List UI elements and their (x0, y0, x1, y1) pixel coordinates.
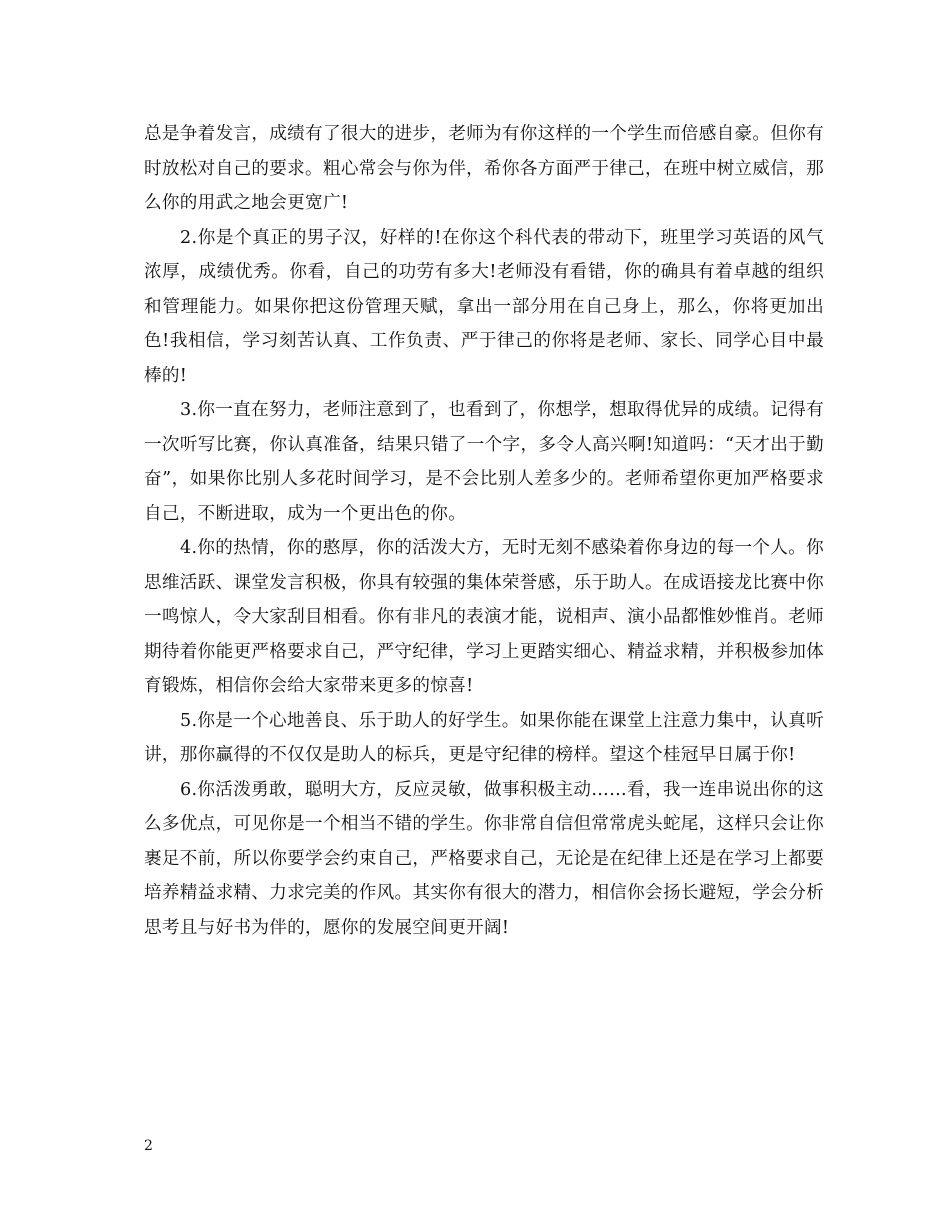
paragraph-item-2: 2.你是个真正的男子汉，好样的!在你这个科代表的带动下，班里学习英语的风气浓厚，成绩优秀。你看，自己的功劳有多大!老师没有看错，你的确具有着卓越的组织和管理能力。如果你把这份管理天赋，拿出一部分用在自己身上，那么，你将更加出色!我相信，学习刻苦认真、工作负责、严于律己的你将是老师、家长、同学心目中最棒的! (144, 227, 824, 386)
paragraph-item-3: 3.你一直在努力，老师注意到了，也看到了，你想学，想取得优异的成绩。记得有一次听写比赛，你认真准备，结果只错了一个字，多令人高兴啊!知道吗：“天才出于勤奋”，如果你比别人多花时间学习，是不会比别人差多少的。老师希望你更加严格要求自己，不断进取，成为一个更出色的你。 (144, 400, 824, 524)
paragraph-item-6: 6.你活泼勇敢，聪明大方，反应灵敏，做事积极主动……看，我一连串说出你的这么多优点，可见你是一个相当不错的学生。你非常自信但常常虎头蛇尾，这样只会让你裹足不前，所以你要学会约束自己，严格要求自己，无论是在纪律上还是在学习上都要培养精益求精、力求完美的作风。其实你有很大的潜力，相信你会扬长避短，学会分析思考且与好书为伴的，愿你的发展空间更开阔! (144, 779, 824, 938)
document-body (144, 117, 824, 945)
page-number: 2 (144, 1138, 153, 1154)
paragraph-item-5: 5.你是一个心地善良、乐于助人的好学生。如果你能在课堂上注意力集中，认真听讲，那你赢得的不仅仅是助人的标兵，更是守纪律的榜样。望这个桂冠早日属于你! (144, 710, 824, 765)
paragraph-item-4: 4.你的热情，你的憨厚，你的活泼大方，无时无刻不感染着你身边的每一个人。你思维活跃、课堂发言积极，你具有较强的集体荣誉感，乐于助人。在成语接龙比赛中你一鸣惊人，令大家刮目相看。你有非凡的表演才能，说相声、演小品都惟妙惟肖。老师期待着你能更严格要求自己，严守纪律，学习上更踏实细心、精益求精，并积极参加体育锻炼，相信你会给大家带来更多的惊喜! (144, 538, 824, 696)
paragraph-continuation: 总是争着发言，成绩有了很大的进步，老师为有你这样的一个学生而倍感自豪。但你有时放松对自己的要求。粗心常会与你为伴，希你各方面严于律己，在班中树立威信，那么你的用武之地会更宽广! (144, 124, 824, 213)
